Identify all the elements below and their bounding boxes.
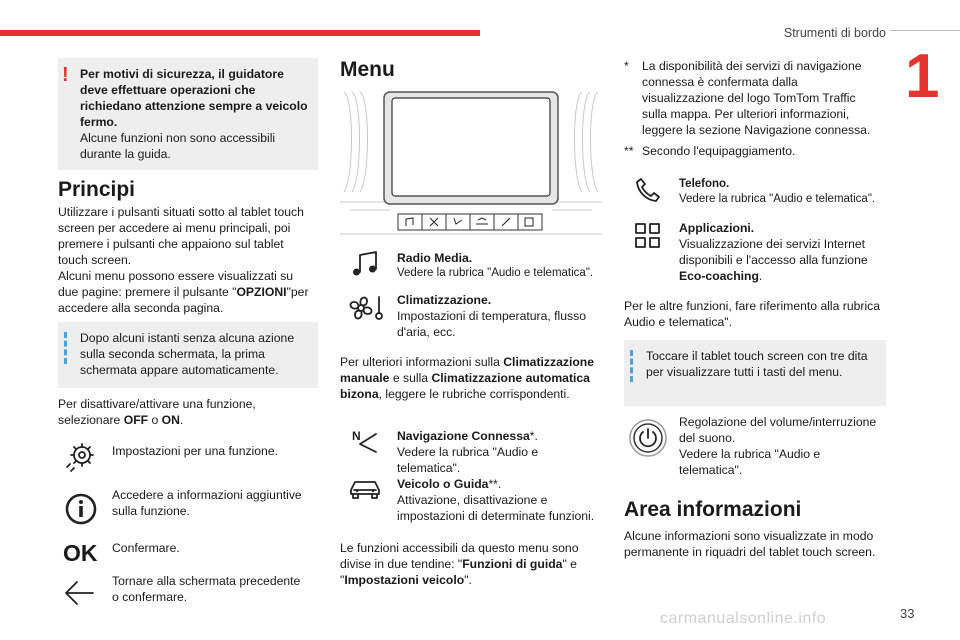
note1-line-3: visualizzazione del logo TomTom Traffic: [642, 91, 856, 105]
area-line-2: permanente in riquadri del tablet touch screen.: [624, 545, 876, 559]
volume-line-1: Regolazione del volume/interruzione: [679, 415, 877, 429]
principi-line-6a: due pagine: premere il pulsante ": [58, 285, 237, 299]
menu-title: Menu: [340, 58, 395, 81]
info-left-line-2: sulla seconda schermata, la prima: [80, 347, 265, 361]
info-right-line-2: per visualizzare tutti i tasti del menu.: [646, 365, 843, 379]
tabs-line-3: [340, 572, 472, 588]
area-line-1: Alcune informazioni sono visualizzate in modo: [624, 529, 874, 543]
tabs-line-2c: " e: [562, 557, 577, 571]
nav-line-1: Vedere la rubrica "Audio e: [397, 445, 539, 459]
apps-grid-icon: [634, 222, 662, 250]
clima-line-1: Impostazioni di temperatura, flusso: [397, 309, 586, 323]
note2-text: Secondo l'equipaggiamento.: [642, 144, 796, 158]
app-line-3-dot: .: [758, 269, 763, 283]
dashboard-illustration: [340, 86, 602, 247]
nav-line-2: telematica".: [397, 461, 461, 475]
clima-line-2: d'aria, ecc.: [397, 325, 456, 339]
eco-coaching: Eco-coaching: [679, 269, 759, 283]
volume-line-2: del suono.: [679, 431, 736, 445]
telefono-desc: Vedere la rubrica "Audio e telematica".: [679, 193, 876, 205]
more-line-2c: Climatizzazione automatica: [431, 371, 590, 385]
more-line-2: [340, 370, 590, 386]
note1-star: *: [624, 59, 629, 73]
veicolo-mark: **.: [488, 477, 502, 491]
app-title: Applicazioni.: [679, 221, 755, 235]
warning-text-4: fermo.: [80, 115, 118, 129]
veicolo-title: [397, 476, 501, 492]
principi-line-7: accedere alla seconda pagina.: [58, 301, 224, 315]
off-label: OFF: [123, 413, 149, 427]
principi-line-6: [58, 284, 309, 300]
navigation-icon: [350, 428, 382, 456]
principi-line-3: premere i pulsanti che appaiono sul tablet: [58, 237, 284, 251]
page-number: 33: [900, 606, 915, 621]
settings-gear-icon: [64, 440, 98, 474]
tabs-line-2b: Funzioni di guida: [462, 557, 563, 571]
note1-line-4: sulla mappa. Per ulteriori informazioni,: [642, 107, 850, 121]
warning-text-1: Per motivi di sicurezza, il guidatore: [80, 67, 284, 81]
principi-title: Principi: [58, 178, 136, 201]
info-icon-right: [630, 350, 637, 382]
principi-line-5: Alcuni menu possono essere visualizzati su: [58, 269, 294, 283]
other-line-2: Audio e telematica".: [624, 315, 732, 329]
veicolo-line-2: impostazioni di determinate funzioni.: [397, 509, 595, 523]
more-line-3b: , leggere le rubriche corrispondenti.: [378, 387, 570, 401]
nav-mark: *.: [529, 429, 538, 443]
toggle-line-2: [58, 412, 183, 428]
warning-icon: !: [62, 64, 69, 86]
info-right-line-1: Toccare il tablet touch screen con tre dita: [646, 349, 868, 363]
principi-line-6c: "per: [286, 285, 309, 299]
car-icon: [348, 478, 382, 502]
warning-text-2: deve effettuare operazioni che: [80, 83, 256, 97]
more-line-1: [340, 354, 594, 370]
settings-desc: Impostazioni per una funzione.: [112, 444, 278, 458]
tabs-line-3a: ": [340, 573, 345, 587]
more-line-2b: e sulla: [389, 371, 432, 385]
phone-icon: [634, 176, 662, 204]
volume-line-4: telematica".: [679, 463, 743, 477]
veicolo-line-1: Attivazione, disattivazione e: [397, 493, 548, 507]
tabs-line-2a: divise in due tendine: ": [340, 557, 463, 571]
nav-title-text: Navigazione Connessa: [397, 429, 530, 443]
warning-text-3: richiedano attenzione sempre a veicolo: [80, 99, 308, 113]
note1-line-2: connessa è confermata dalla: [642, 75, 798, 89]
chapter-number: 1: [905, 42, 940, 111]
area-informazioni-title: Area informazioni: [624, 498, 802, 521]
principi-line-1: Utilizzare i pulsanti situati sotto al tablet touch: [58, 205, 304, 219]
info-circle-icon: [64, 492, 98, 526]
power-volume-icon: [628, 418, 668, 458]
info-icon: [64, 332, 71, 364]
radio-title: Radio Media.: [397, 251, 473, 265]
header-divider: [890, 30, 960, 31]
volume-line-3: Vedere la rubrica "Audio e: [679, 447, 821, 461]
principi-line-2: screen per accedere ai menu principali, poi: [58, 221, 291, 235]
header-title: Strumenti di bordo: [783, 26, 886, 40]
ok-icon: OK: [63, 540, 98, 566]
veicolo-title-text: Veicolo o Guida: [397, 477, 489, 491]
tabs-line-3c: ".: [464, 573, 472, 587]
tabs-line-2: [340, 556, 577, 572]
tabs-line-3b: Impostazioni veicolo: [344, 573, 465, 587]
more-line-2a: manuale: [340, 371, 390, 385]
nav-title: [397, 428, 538, 444]
nav-glyph: N: [352, 429, 361, 443]
more-line-1b: Climatizzazione: [503, 355, 594, 369]
back-desc-2: o confermare.: [112, 590, 188, 604]
info-desc-1: Accedere a informazioni aggiuntive: [112, 488, 302, 502]
info-left-line-3: schermata appare automaticamente.: [80, 363, 279, 377]
climate-fan-icon: [346, 293, 386, 323]
music-note-icon: [350, 250, 380, 278]
tabs-line-1: Le funzioni accessibili da questo menu sono: [340, 541, 579, 555]
toggle-dot: .: [179, 413, 184, 427]
other-line-1: Per le altre funzioni, fare riferimento alla rubrica: [624, 299, 881, 313]
more-line-3a: bizona: [340, 387, 379, 401]
note1-line-5: leggere la sezione Navigazione connessa.: [642, 123, 871, 137]
warning-text-6: durante la guida.: [80, 147, 171, 161]
warning-text-5: Alcune funzioni non sono accessibili: [80, 131, 276, 145]
info-desc-2: sulla funzione.: [112, 504, 190, 518]
clima-title: Climatizzazione.: [397, 293, 492, 307]
ok-desc: Confermare.: [112, 541, 180, 555]
header-red-bar: [0, 30, 480, 36]
note1-line-1: La disponibilità dei servizi di navigazione: [642, 59, 862, 73]
toggle-line-1: Per disattivare/attivare una funzione,: [58, 397, 256, 411]
app-line-2: disponibili e l'accesso alla funzione: [679, 253, 868, 267]
opzioni-label: OPZIONI: [236, 285, 287, 299]
info-left-line-1: Dopo alcuni istanti senza alcuna azione: [80, 331, 295, 345]
more-line-3: [340, 386, 570, 402]
back-desc-1: Tornare alla schermata precedente: [112, 574, 301, 588]
app-line-1: Visualizzazione dei servizi Internet: [679, 237, 866, 251]
principi-line-4: touch screen.: [58, 253, 132, 267]
toggle-or: o: [148, 413, 162, 427]
note2-star: **: [624, 144, 634, 158]
watermark: carmanualsonline.info: [660, 610, 827, 627]
on-label: ON: [161, 413, 180, 427]
app-line-3: [679, 268, 762, 284]
back-arrow-icon: [63, 578, 97, 608]
telefono-title: Telefono.: [679, 178, 730, 190]
more-line-1a: Per ulteriori informazioni sulla: [340, 355, 504, 369]
toggle-line-2a: selezionare: [58, 413, 124, 427]
radio-desc: Vedere la rubrica "Audio e telematica".: [397, 267, 594, 279]
